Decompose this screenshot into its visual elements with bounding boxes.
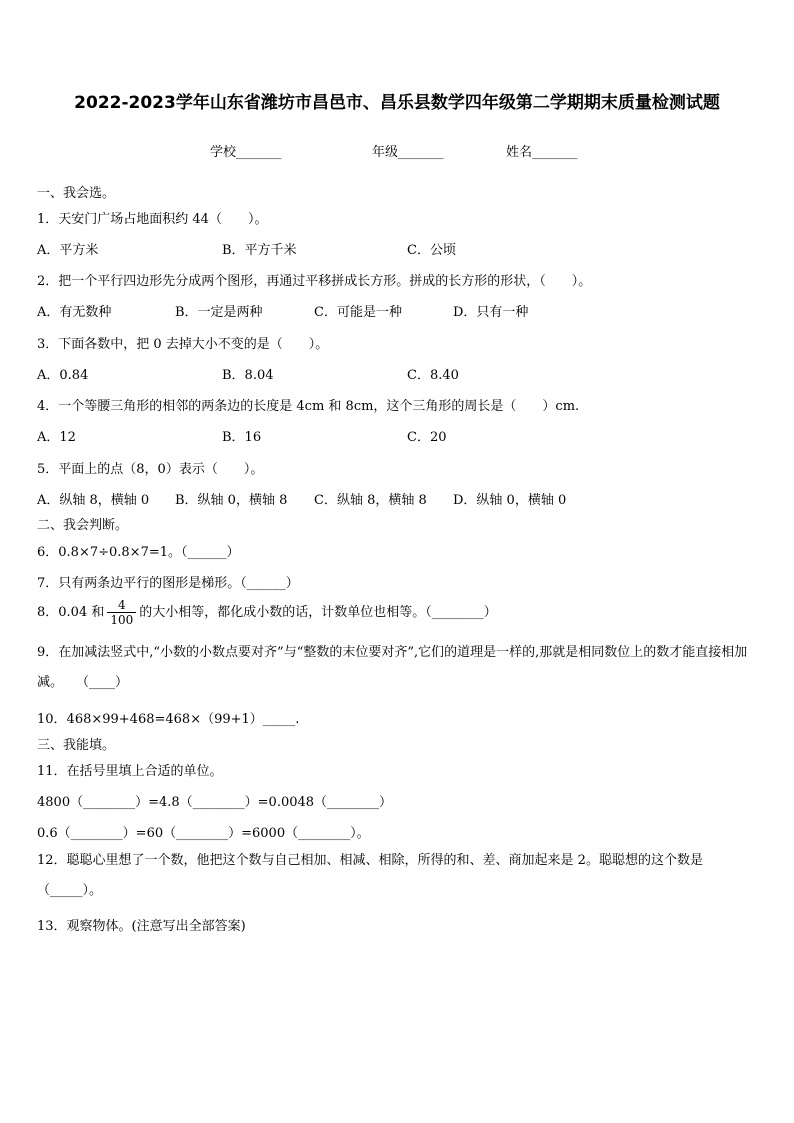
fraction-denominator: 100 <box>110 613 134 627</box>
fraction-numerator: 4 <box>107 598 136 613</box>
q8-fraction <box>107 598 136 627</box>
q5-option-b[interactable]: B．纵轴 0，横轴 8 <box>175 493 288 508</box>
question-3: 3．下面各数中，把 0 去掉大小不变的是（ ）。 <box>37 337 329 352</box>
question-11: 11．在括号里填上合适的单位。 <box>37 764 223 779</box>
q11-row-1: 4800（________）=4.8（________）=0.0048（________） <box>37 795 393 810</box>
section-heading-choice: 一、我会选。 <box>37 186 116 201</box>
q4-option-c[interactable]: C．20 <box>407 430 447 445</box>
q2-option-d[interactable]: D．只有一种 <box>453 305 529 320</box>
student-info-row <box>0 141 794 161</box>
q5-option-c[interactable]: C．纵轴 8，横轴 8 <box>314 493 427 508</box>
school-field[interactable]: 学校_______ <box>210 145 282 160</box>
section-heading-judge: 二、我会判断。 <box>37 518 129 533</box>
question-8 <box>37 598 497 627</box>
page-title: 2022-2023学年山东省潍坊市昌邑市、昌乐县数学四年级第二学期期末质量检测试题 <box>74 93 720 113</box>
q3-option-c[interactable]: C．8.40 <box>407 368 459 383</box>
q8-suffix: 的大小相等，都化成小数的话，计数单位也相等。（________） <box>139 605 497 620</box>
name-field[interactable]: 姓名_______ <box>506 145 578 160</box>
q4-option-b[interactable]: B．16 <box>222 430 262 445</box>
question-1: 1．天安门广场占地面积约 44（ ）。 <box>37 212 268 227</box>
q11-row-2: 0.6（________）=60（________）=6000（________）。 <box>37 826 370 841</box>
question-2: 2．把一个平行四边形先分成两个图形，再通过平移拼成长方形。拼成的长方形的形状，（ ）。 <box>37 274 592 289</box>
question-7: 7．只有两条边平行的图形是梯形。（______） <box>37 576 299 591</box>
q1-option-b[interactable]: B．平方千米 <box>222 243 297 258</box>
q4-option-a[interactable]: A．12 <box>37 430 76 445</box>
q2-option-b[interactable]: B．一定是两种 <box>175 305 263 320</box>
question-5: 5．平面上的点（8，0）表示（ ）。 <box>37 462 264 477</box>
q5-option-d[interactable]: D．纵轴 0，横轴 0 <box>453 493 567 508</box>
q2-option-c[interactable]: C．可能是一种 <box>314 305 402 320</box>
q8-prefix: 8．0.04 和 <box>37 605 105 620</box>
q1-option-c[interactable]: C．公顷 <box>407 243 456 258</box>
section-heading-fill: 三、我能填。 <box>37 738 116 753</box>
grade-field[interactable]: 年级_______ <box>372 145 444 160</box>
q3-option-b[interactable]: B．8.04 <box>222 368 274 383</box>
q1-option-a[interactable]: A．平方米 <box>37 243 99 258</box>
q5-option-a[interactable]: A．纵轴 8，横轴 0 <box>37 493 150 508</box>
q3-option-a[interactable]: A．0.84 <box>37 368 89 383</box>
question-9: 9．在加减法竖式中,“小数的小数点要对齐”与“整数的末位要对齐”,它们的道理是一样的,那就是相同数位上的数才能直接相加减。 （____） <box>37 645 748 690</box>
question-12: 12．聪聪心里想了一个数，他把这个数与自己相加、相减、相除，所得的和、差、商加起来是 2。聪聪想的这个数是（_____）。 <box>37 853 703 898</box>
q2-option-a[interactable]: A．有无数种 <box>37 305 112 320</box>
question-4: 4．一个等腰三角形的相邻的两条边的长度是 4cm 和 8cm，这个三角形的周长是（ ）cm. <box>37 399 580 414</box>
question-6: 6．0.8×7÷0.8×7=1。（______） <box>37 545 240 560</box>
question-13: 13．观察物体。(注意写出全部答案) <box>37 919 246 934</box>
question-10: 10．468×99+468=468×（99+1）_____. <box>37 712 300 727</box>
